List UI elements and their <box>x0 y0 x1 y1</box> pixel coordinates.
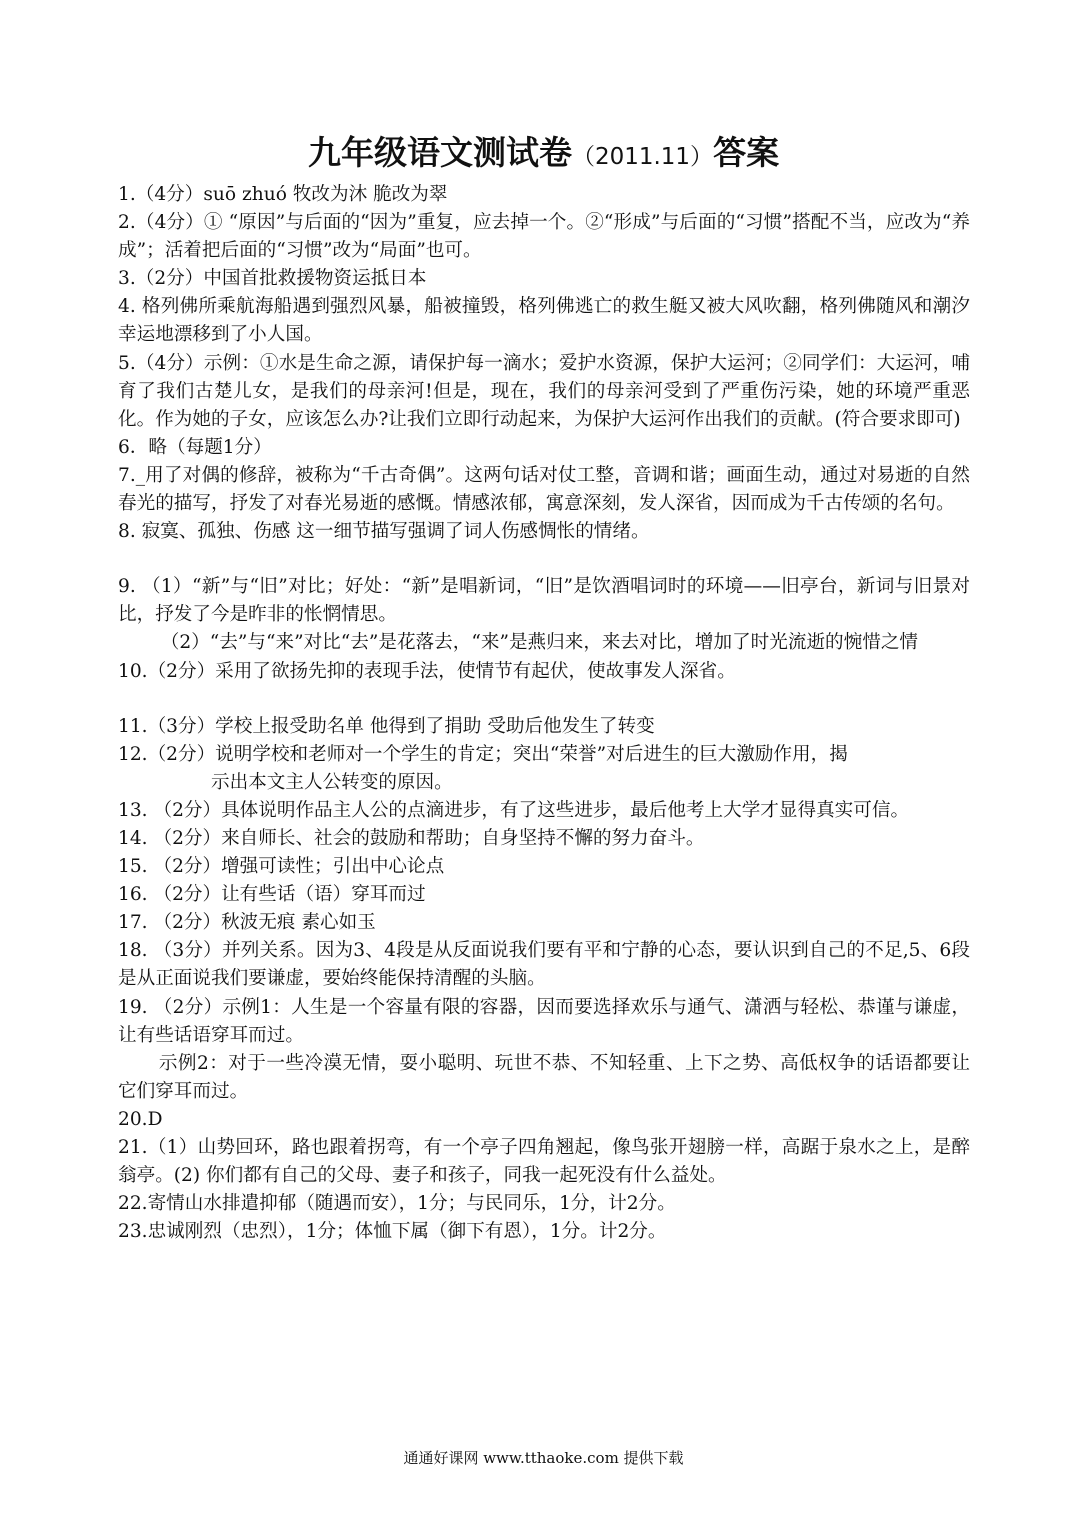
answer-18: 18. （3分）并列关系。因为3、4段是从反面说我们要有平和宁静的心态，要认识到自己的不足,5、6段是从正面说我们要谦虚，要始终能保持清醒的头脑。 <box>118 940 970 990</box>
spacer <box>118 686 970 713</box>
answer-3: 3.（2分）中国首批救援物资运抵日本 <box>118 268 427 290</box>
answer-20: 20.D <box>118 1108 163 1130</box>
answer-2: 2.（4分）① “原因”与后面的“因为”重复，应去掉一个。②“形成”与后面的“习惯”搭配不当，应改为“养成”；活着把后面的“习惯”改为“局面”也可。 <box>118 212 970 262</box>
answer-19-example-1: 19. （2分）示例1：人生是一个容量有限的容器，因而要选择欢乐与通气、潇洒与轻松、恭谨与谦虚，让有些话语穿耳而过。 <box>118 996 970 1046</box>
answer-1: 1.（4分）suō zhuó 牧改为沐 脆改为翠 <box>118 184 448 205</box>
answer-5: 5.（4分）示例：①水是生命之源，请保护每一滴水；爱护水资源，保护大运河；②同学们：大运河，哺育了我们古楚儿女，是我们的母亲河!但是，现在，我们的母亲河受到了严重伤污染，她的环境严重恶化。作为她的子女，应该怎么办?让我们立即行动起来，为保护大运河作出我们的贡献。(符合要求即可) <box>118 352 970 430</box>
title-date: （2011.11） <box>571 144 714 170</box>
answer-16: 16. （2分）让有些话（语）穿耳而过 <box>118 884 426 906</box>
answer-12-line-2: 示出本文主人公转变的原因。 <box>211 771 453 793</box>
answer-15: 15. （2分）增强可读性；引出中心论点 <box>118 856 445 878</box>
spacer <box>118 546 970 573</box>
title-suffix: 答案 <box>713 133 780 172</box>
answer-21: 21.（1）山势回环，路也跟着拐弯，有一个亭子四角翘起，像鸟张开翅膀一样，高踞于泉水之上，是醉翁亭。(2) 你们都有自己的父母、妻子和孩子，同我一起死没有什么益处。 <box>118 1137 970 1187</box>
answer-14: 14. （2分）来自师长、社会的鼓励和帮助；自身坚持不懈的努力奋斗。 <box>118 827 705 849</box>
answer-list <box>118 181 970 1246</box>
answer-19-example-2: 示例2：对于一些冷漠无情，耍小聪明、玩世不恭、不知轻重、上下之势、高低权争的话语都要让它们穿耳而过。 <box>118 1052 970 1102</box>
answer-22: 22.寄情山水排遣抑郁（随遇而安），1分；与民同乐，1分，计2分。 <box>118 1193 676 1215</box>
page-footer: 通通好课网 www.tthaoke.com 提供下载 <box>403 1449 684 1467</box>
answer-13: 13. （2分）具体说明作品主人公的点滴进步，有了这些进步，最后他考上大学才显得真实可信。 <box>118 799 910 821</box>
answer-4: 4. 格列佛所乘航海船遇到强烈风暴，船被撞毁，格列佛逃亡的救生艇又被大风吹翻，格列佛随风和潮汐幸运地漂移到了小人国。 <box>118 296 970 346</box>
page-title <box>0 128 1087 182</box>
title-main: 九年级语文测试卷 <box>307 133 572 172</box>
answer-9-part-2: （2）“去”与“来”对比“去”是花落去，“来”是燕归来，来去对比，增加了时光流逝的惋惜之情 <box>160 632 919 654</box>
answer-17: 17. （2分）秋波无痕 素心如玉 <box>118 912 376 934</box>
answer-7: 7._用了对偶的修辞，被称为“千古奇偶”。这两句话对仗工整，音调和谐；画面生动，通过对易逝的自然春光的描写，抒发了对春光易逝的感慨。情感浓郁，寓意深刻，发人深省，因而成为千古传颂的名句。 <box>118 464 970 515</box>
answer-8: 8. 寂寞、孤独、伤感 这一细节描写强调了词人伤感惆怅的情绪。 <box>118 521 650 543</box>
answer-10: 10.（2分）采用了欲扬先抑的表现手法，使情节有起伏，使故事发人深省。 <box>118 660 736 682</box>
answer-9-part-1: 9. （1）“新”与“旧”对比；好处：“新”是唱新词，“旧”是饮酒唱词时的环境——旧亭台，新词与旧景对比，抒发了今是昨非的怅惘情思。 <box>118 576 970 626</box>
answer-23: 23.忠诚刚烈（忠烈），1分；体恤下属（御下有恩），1分。计2分。 <box>118 1221 667 1243</box>
answer-12-line-1: 12.（2分）说明学校和老师对一个学生的肯定；突出“荣誉”对后进生的巨大激励作用，揭 <box>118 743 848 765</box>
answer-6: 6．略（每题1分） <box>118 436 272 458</box>
answer-11: 11.（3分）学校上报受助名单 他得到了捐助 受助后他发生了转变 <box>118 715 655 737</box>
